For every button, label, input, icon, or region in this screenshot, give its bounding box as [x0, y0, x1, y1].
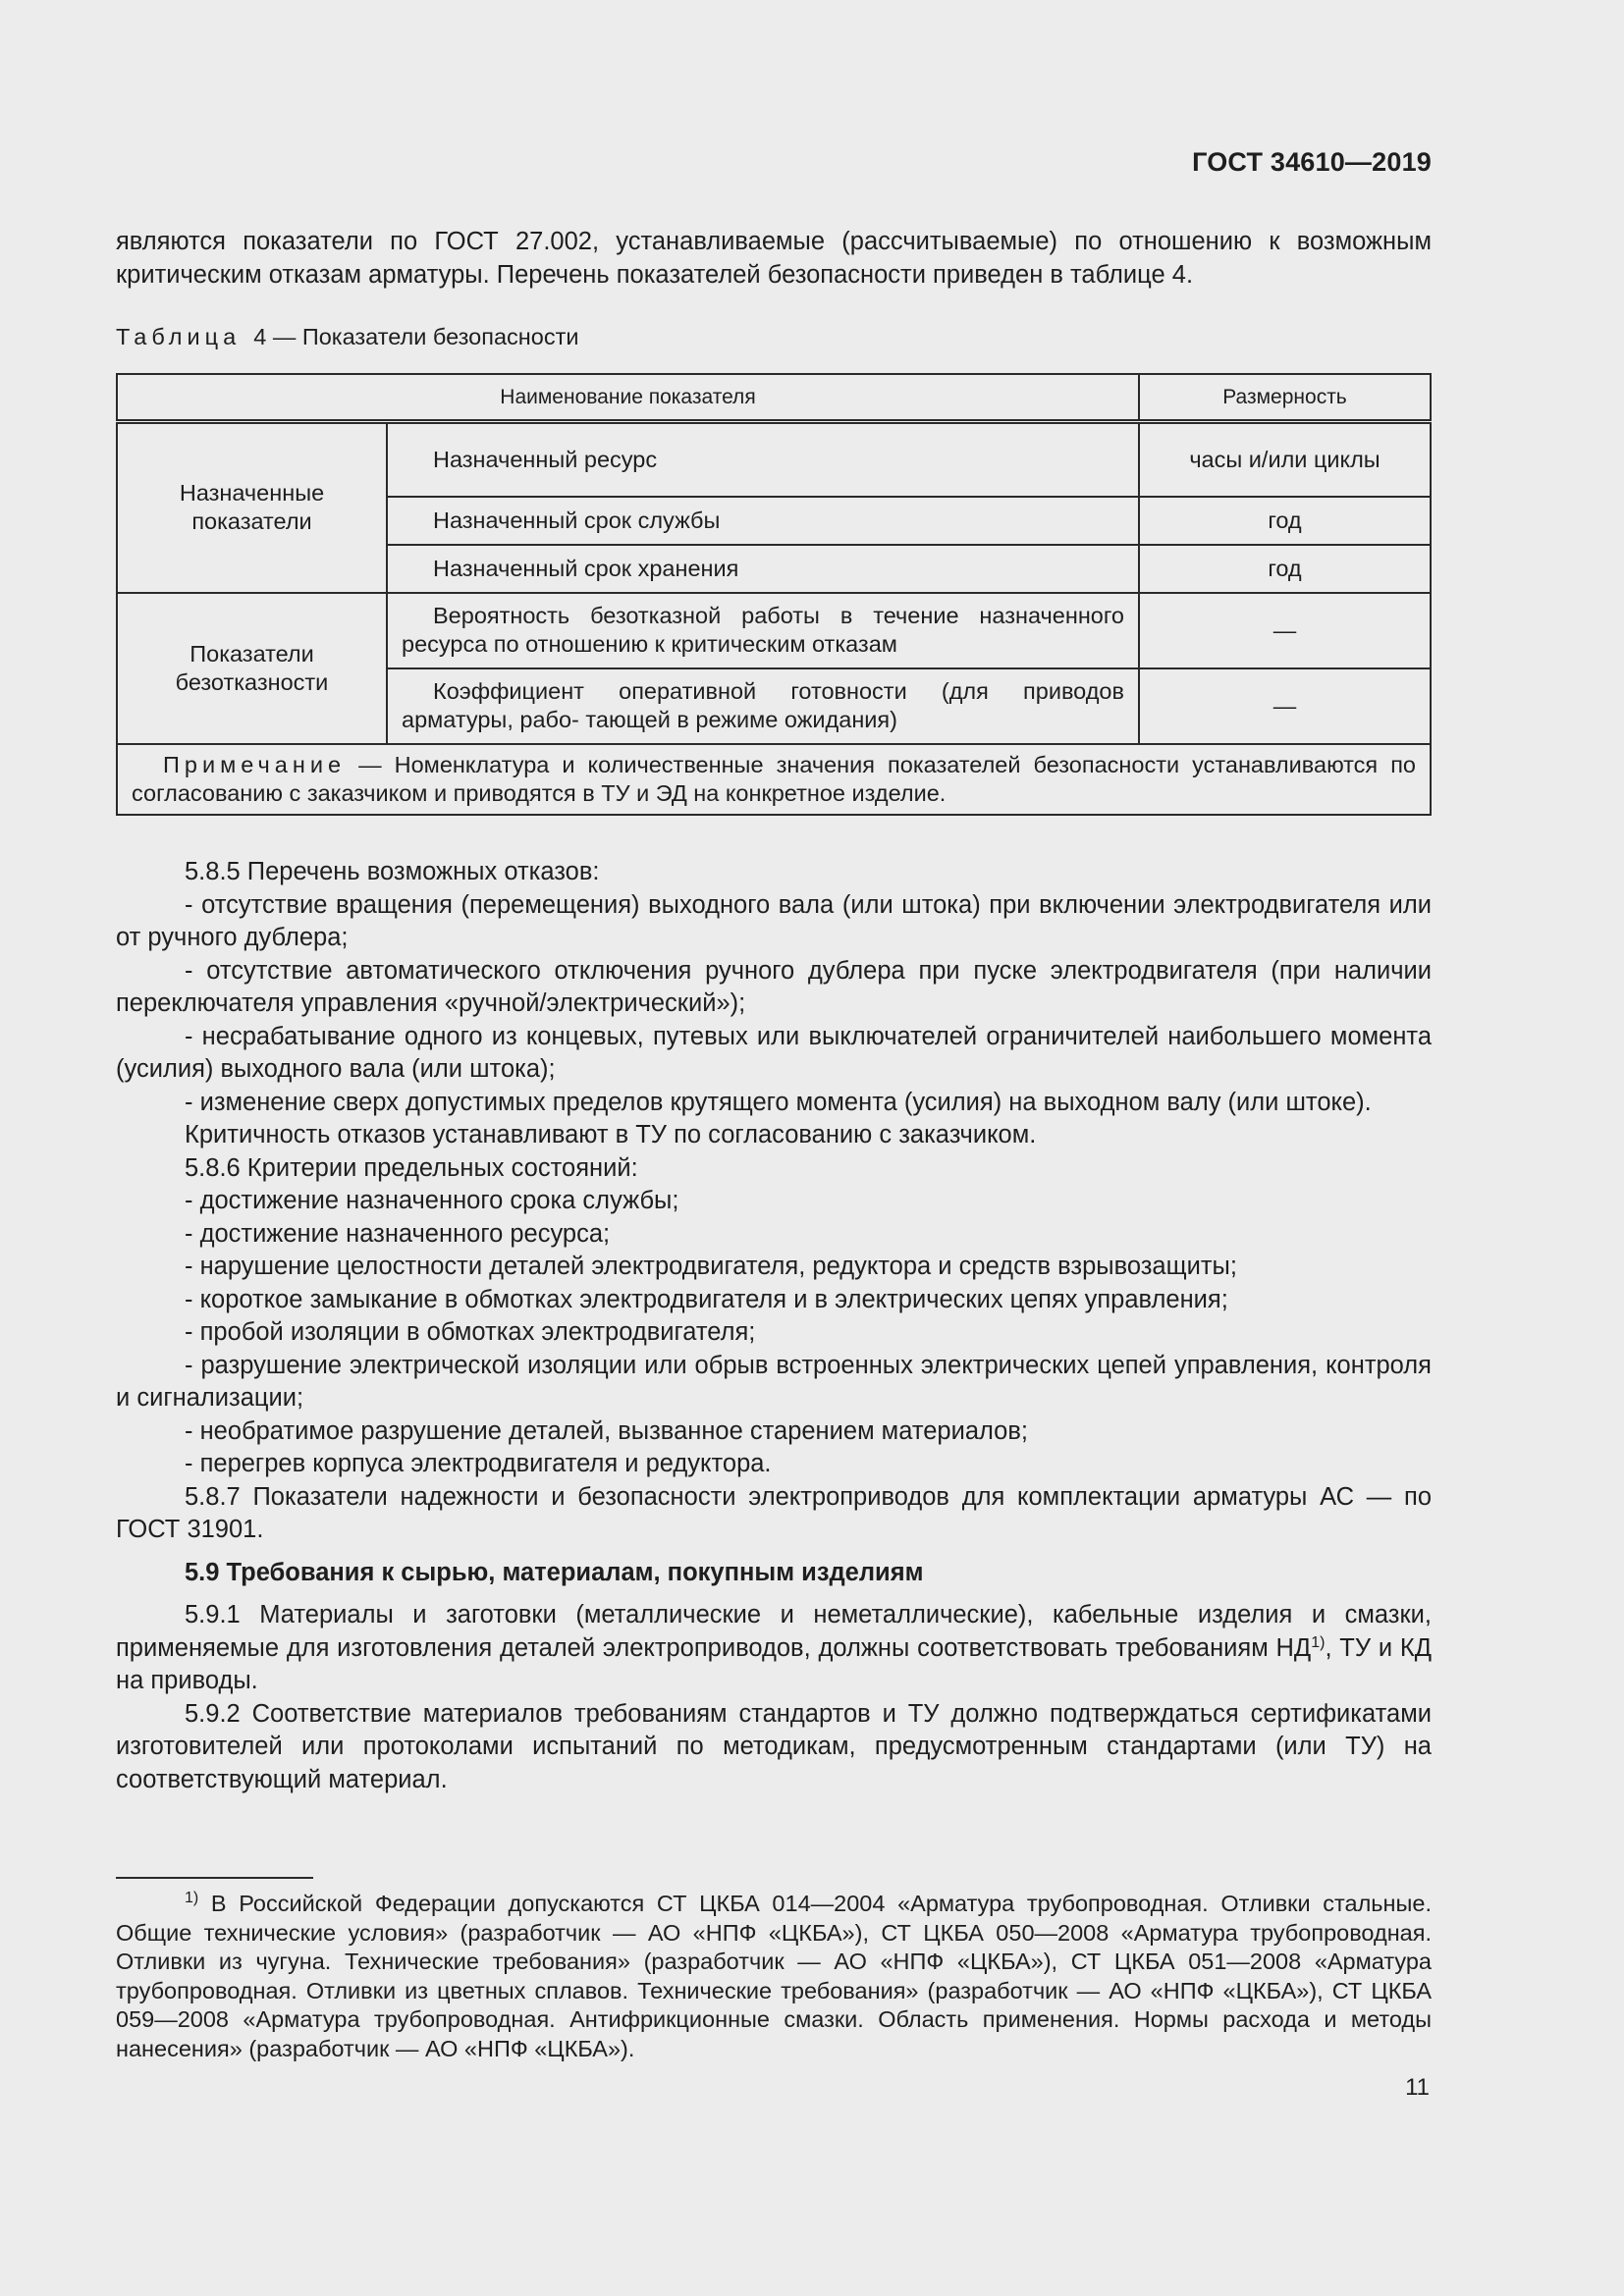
- column-header-unit: Размерность: [1139, 374, 1431, 422]
- list-item: - достижение назначенного ресурса;: [185, 1219, 611, 1248]
- section-5-9-2: 5.9.2 Соответствие материалов требованиям стандартов и ТУ должно подтверждаться сертификатами изготовителей или протоколами испытаний по методикам, предусмотренным стандартами (или ТУ) на соответствующий материал.: [116, 1699, 1432, 1793]
- table-header-row: [117, 374, 1431, 422]
- footnote: [116, 1890, 1432, 2063]
- section-5-9-1: 5.9.1 Материалы и заготовки (металлические и неметаллические), кабельные изделия и смазки, применяемые для изготовления деталей электроприводов, должны соответствовать требованиям НД$^{1)}$, ТУ и КД на приводы.: [116, 1601, 1432, 1694]
- footnote-ref: 1): [1311, 1633, 1326, 1651]
- table-caption-title: 4 — Показатели безопасности: [253, 324, 579, 349]
- list-item: - отсутствие автоматического отключения ручного дублера при пуске электродвигателя (при наличии переключателя управления «ручной/электрический»);: [116, 956, 1432, 1017]
- list-item: - нарушение целостности деталей электродвигателя, редуктора и средств взрывозащиты;: [185, 1253, 1237, 1280]
- safety-indicators-table: [116, 373, 1432, 816]
- indicator-name: Вероятность безотказной работы в течение назначенного ресурса по отношению к критическим отказам: [387, 593, 1139, 668]
- body-text: [116, 856, 1432, 1796]
- indicator-name: Назначенный ресурс: [387, 422, 1139, 497]
- list-item: - перегрев корпуса электродвигателя и редуктора.: [185, 1450, 772, 1477]
- intro-paragraph: являются показатели по ГОСТ 27.002, устанавливаемые (рассчитываемые) по отношению к возможным критическим отказам арматуры. Перечень показателей безопасности приведен в таблице 4.: [116, 228, 1432, 289]
- table-row: [117, 593, 1431, 668]
- table-note-row: [117, 744, 1431, 815]
- section-5-8-5: 5.8.5 Перечень возможных отказов:: [185, 858, 600, 885]
- footnote-separator: [116, 1877, 313, 1879]
- page-number: 11: [1405, 2074, 1430, 2101]
- criticality-paragraph: Критичность отказов устанавливают в ТУ по согласованию с заказчиком.: [185, 1121, 1037, 1148]
- indicator-unit: год: [1139, 497, 1431, 545]
- table-row: [117, 422, 1431, 497]
- section-5-8-7: 5.8.7 Показатели надежности и безопасности электроприводов для комплектации арматуры АС — по ГОСТ 31901.: [116, 1482, 1432, 1543]
- indicator-unit: —: [1139, 593, 1431, 668]
- document-page: [116, 0, 1432, 2296]
- group-label-assigned: Назначенные показатели: [117, 422, 387, 593]
- footnote-text: В Российской Федерации допускаются СТ ЦКБА 014—2004 «Арматура трубопроводная. Отливки стальные. Общие технические условия» (разработчик — АО «НПФ «ЦКБА»), СТ ЦКБА 050—2008 «Арматура трубопроводная. Отливки из чугуна. Технические требования» (разработчик — АО «НПФ «ЦКБА»), СТ ЦКБА 051—2008 «Арматура трубопроводная. Отливки из цветных сплавов. Технические требования» (разработчик — АО «НПФ «ЦКБА»), СТ ЦКБА 059—2008 «Арматура трубопроводная. Антифрикционные смазки. Область применения. Нормы расхода и методы нанесения» (разработчик — АО «НПФ «ЦКБА»).: [116, 1891, 1432, 2061]
- list-item: - пробой изоляции в обмотках электродвигателя;: [185, 1318, 756, 1346]
- section-heading-5-9: 5.9 Требования к сырью, материалам, покупным изделиям: [185, 1558, 924, 1586]
- list-item: - достижение назначенного срока службы;: [185, 1187, 679, 1214]
- section-5-8-6: 5.8.6 Критерии предельных состояний:: [185, 1153, 638, 1182]
- indicator-name: Назначенный срок службы: [387, 497, 1139, 545]
- table-caption-label: Таблица: [116, 324, 242, 349]
- note-text: — Номенклатура и количественные значения показателей безопасности устанавливаются по согласованию с заказчиком и приводятся в ТУ и ЭД на конкретное изделие.: [132, 751, 1416, 806]
- list-item: - отсутствие вращения (перемещения) выходного вала (или штока) при включении электродвигателя или от ручного дублера;: [116, 890, 1432, 951]
- column-header-name: Наименование показателя: [117, 374, 1139, 422]
- indicator-name: Коэффициент оперативной готовности (для приводов арматуры, рабо- тающей в режиме ожидания): [387, 668, 1139, 744]
- indicator-unit: часы и/или циклы: [1139, 422, 1431, 497]
- list-item: - несрабатывание одного из концевых, путевых или выключателей ограничителей наибольшего момента (усилия) выходного вала (или штока);: [116, 1022, 1432, 1083]
- indicator-unit: —: [1139, 668, 1431, 744]
- list-item: - разрушение электрической изоляции или обрыв встроенных электрических цепей управления, контроля и сигнализации;: [116, 1351, 1432, 1412]
- footnote-mark: 1): [185, 1890, 199, 1906]
- note-label: Примечание: [163, 751, 347, 777]
- indicator-unit: год: [1139, 545, 1431, 593]
- table-caption: [116, 324, 578, 350]
- table-note: [117, 744, 1431, 815]
- list-item: - короткое замыкание в обмотках электродвигателя и в электрических цепях управления;: [185, 1285, 1228, 1313]
- document-header: ГОСТ 34610—2019: [1192, 147, 1432, 177]
- list-item: - необратимое разрушение деталей, вызванное старением материалов;: [185, 1416, 1028, 1445]
- list-item: - изменение сверх допустимых пределов крутящего момента (усилия) на выходном валу (или штоке).: [185, 1088, 1372, 1116]
- group-label-reliability: Показатели безотказности: [117, 593, 387, 744]
- indicator-name: Назначенный срок хранения: [387, 545, 1139, 593]
